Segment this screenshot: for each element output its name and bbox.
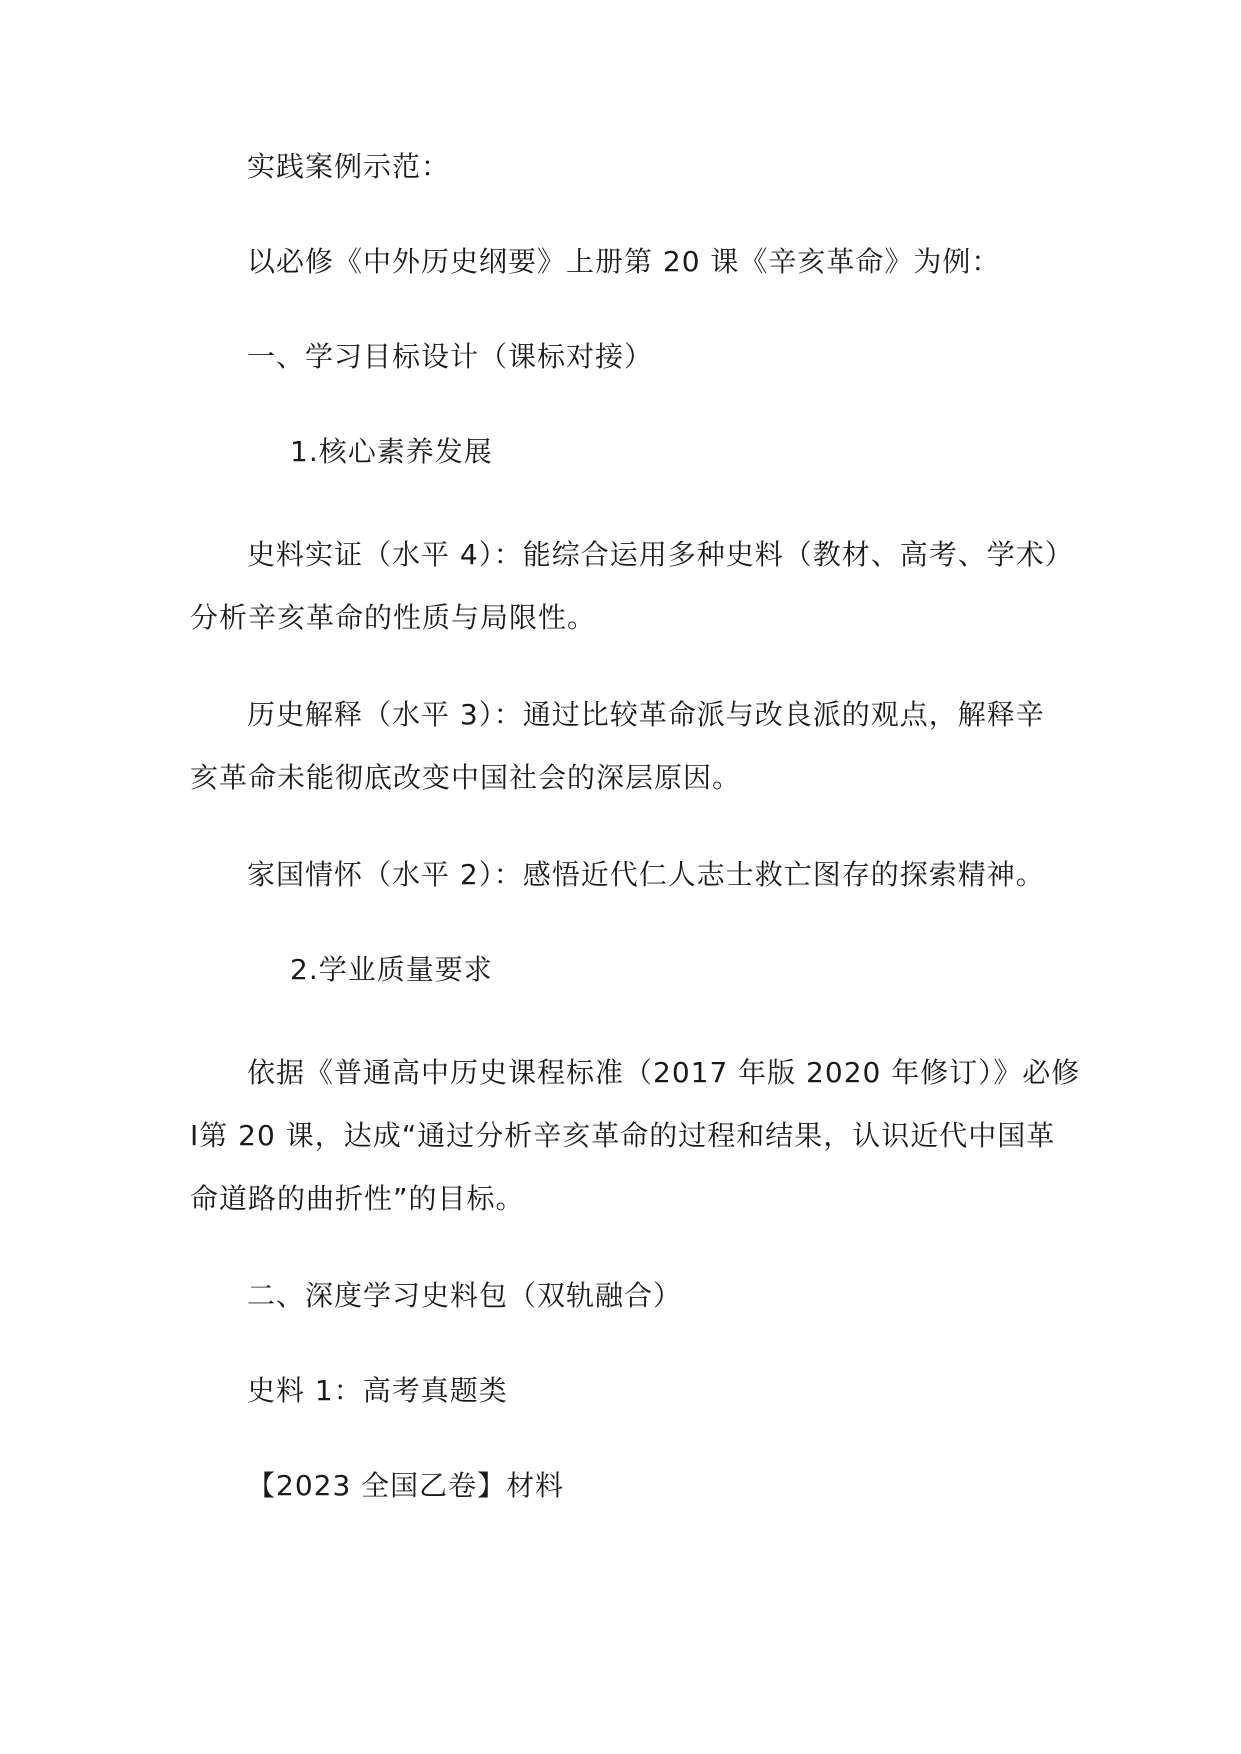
paragraph2-line2: 亥革命未能彻底改变中国社会的深层原因。	[190, 761, 742, 794]
paragraph3: 家国情怀（水平 2）：感悟近代仁人志士救亡图存的探索精神。	[247, 858, 1045, 891]
section1-title: 一、学习目标设计（课标对接）	[247, 340, 654, 373]
paragraph1-line2: 分析辛亥革命的性质与局限性。	[190, 601, 597, 634]
subsection2-title: 2.学业质量要求	[290, 953, 493, 986]
paragraph4-line1: 依据《普通高中历史课程标准（2017 年版 2020 年修订）》必修	[247, 1056, 1081, 1089]
paragraph4-line3: 命道路的曲折性”的目标。	[190, 1182, 525, 1215]
heading-practice: 实践案例示范：	[247, 150, 451, 183]
section2-title: 二、深度学习史料包（双轨融合）	[247, 1279, 683, 1312]
intro-line: 以必修《中外历史纲要》上册第 20 课《辛亥革命》为例：	[247, 245, 1001, 278]
subsection1-title: 1.核心素养发展	[290, 435, 493, 468]
paragraph2-line1: 历史解释（水平 3）：通过比较革命派与改良派的观点，解释辛	[247, 698, 1045, 731]
paragraph1-line1: 史料实证（水平 4）：能综合运用多种史料（教材、高考、学术）	[247, 538, 1074, 571]
material1-source: 【2023 全国乙卷】材料	[247, 1469, 565, 1502]
material1-title: 史料 1：高考真题类	[247, 1374, 508, 1407]
paragraph4-line2: Ⅰ第 20 课，达成“通过分析辛亥革命的过程和结果，认识近代中国革	[190, 1119, 1056, 1152]
